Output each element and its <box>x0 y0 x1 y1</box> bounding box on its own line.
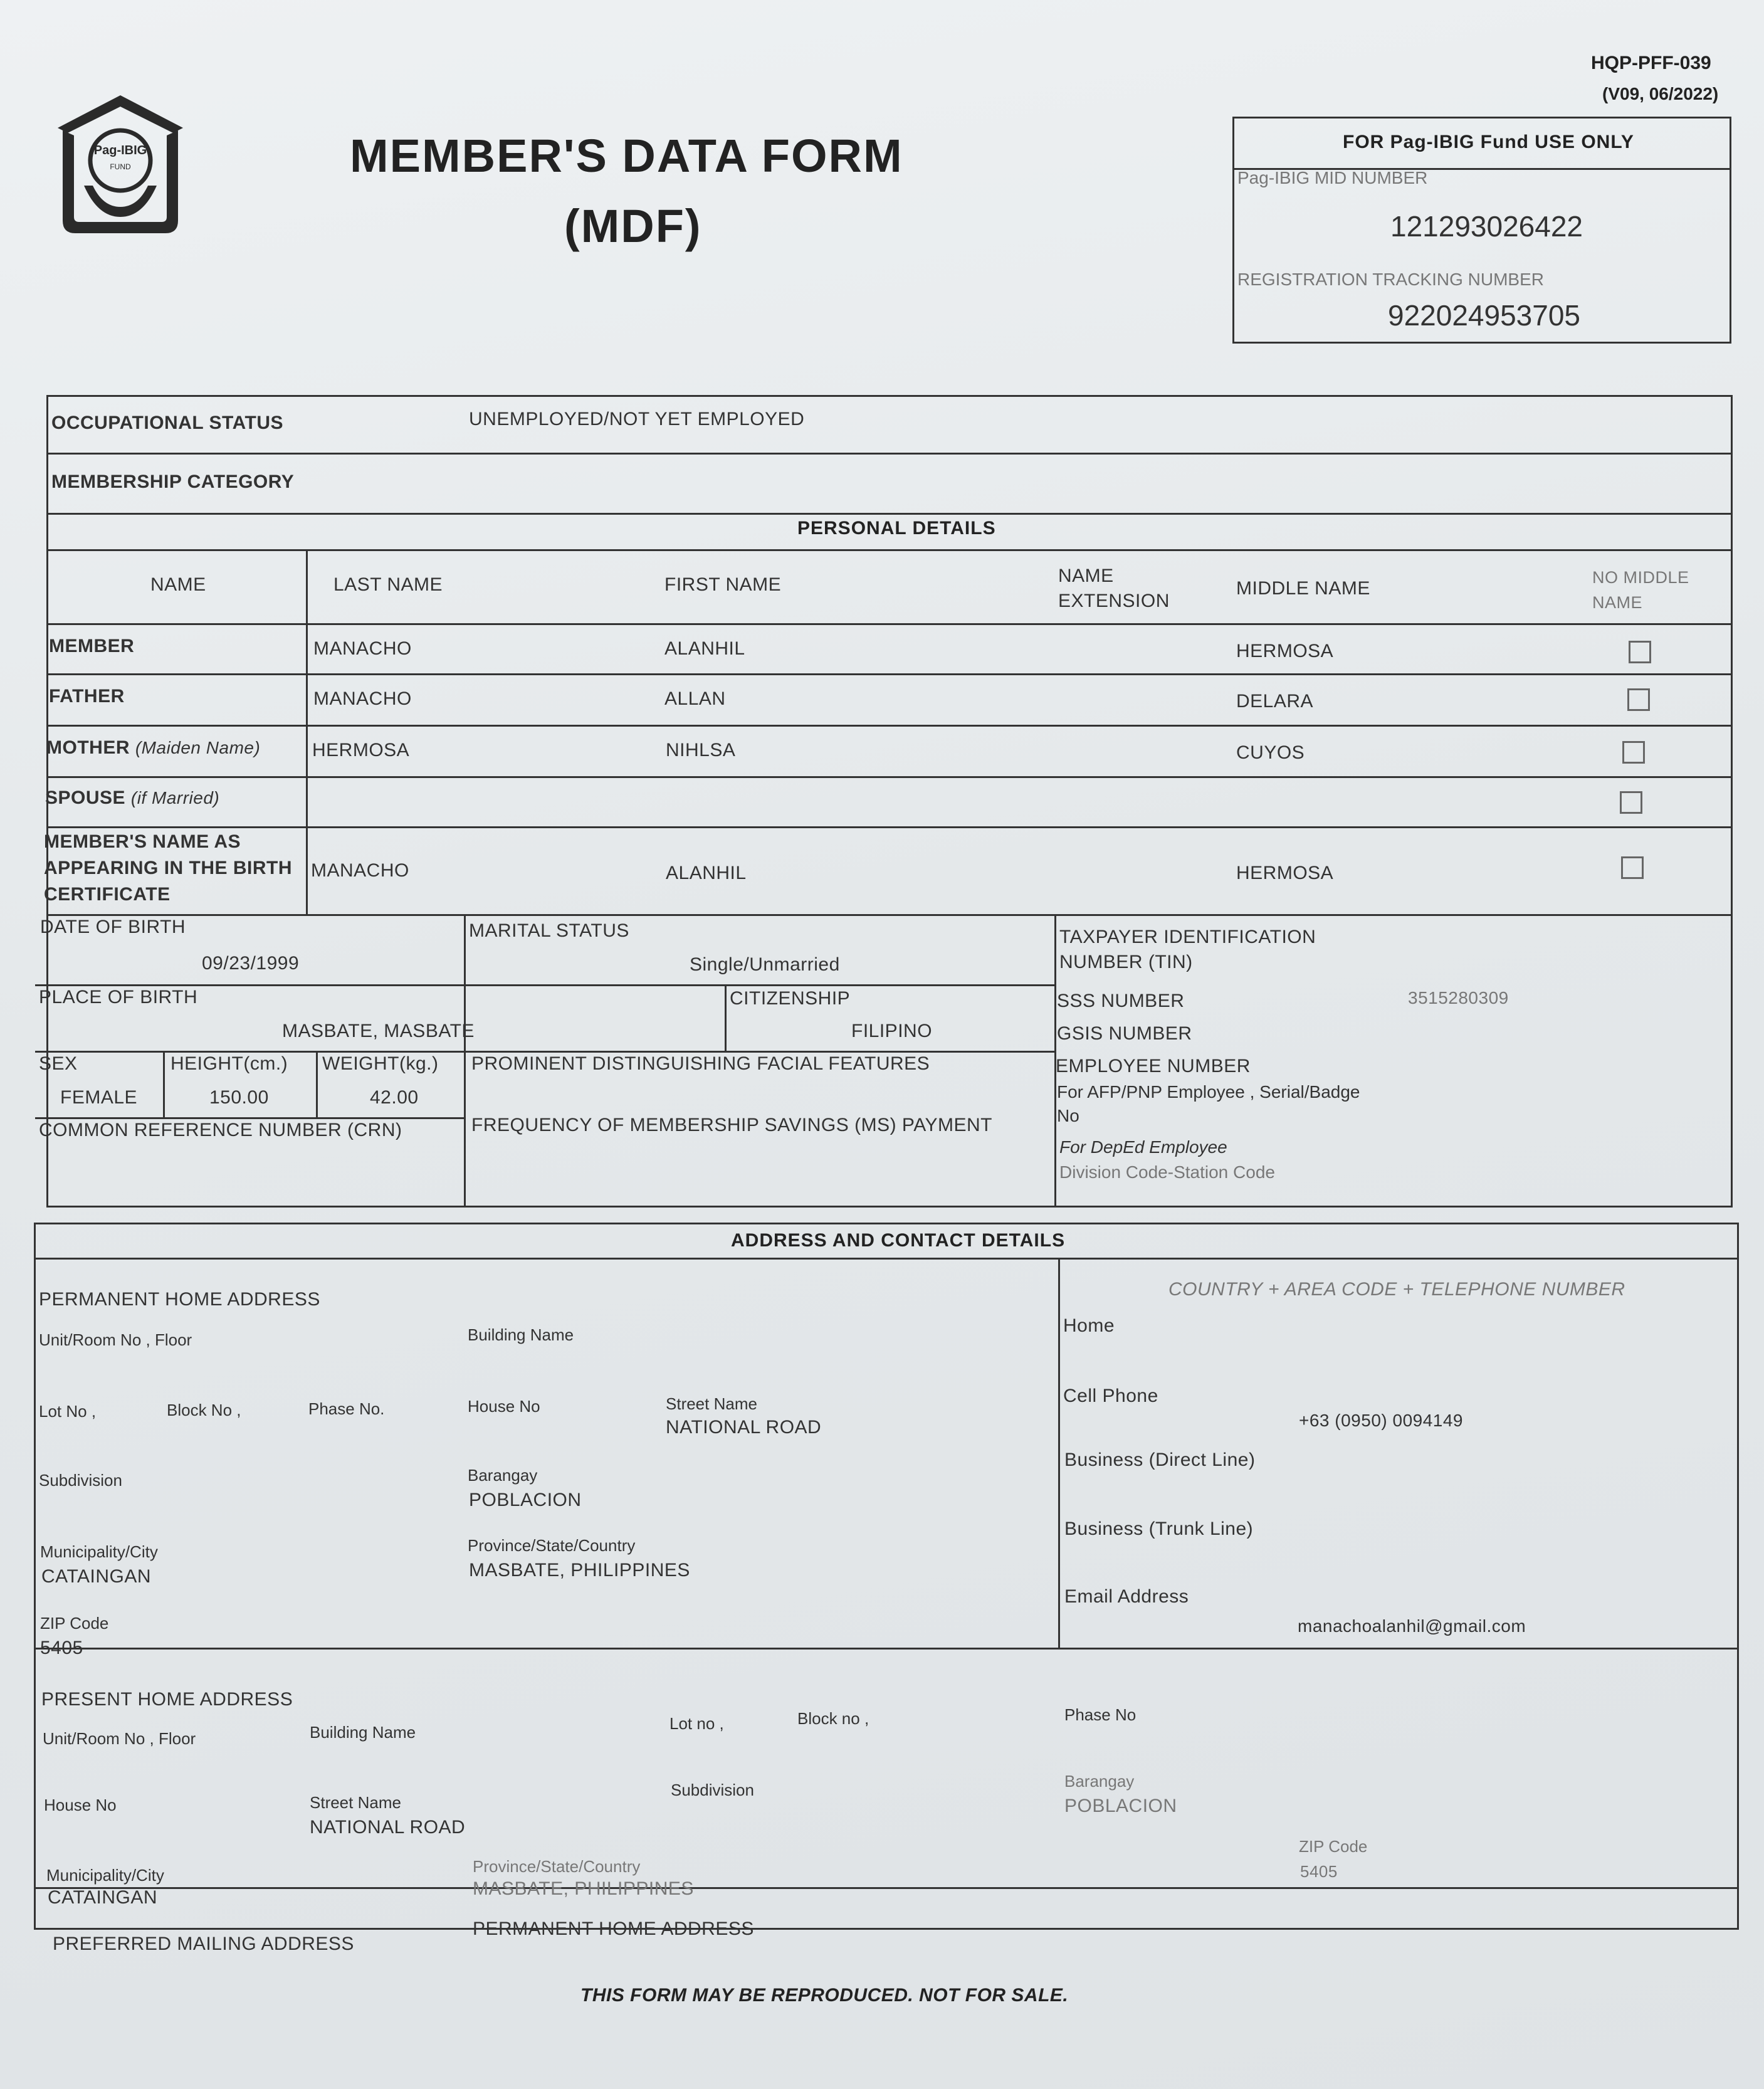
registration-tracking-value[interactable]: 922024953705 <box>1388 299 1580 332</box>
perm-province-label: Province/State/Country <box>468 1536 636 1555</box>
father-first-name[interactable]: ALLAN <box>664 688 726 709</box>
row-label-member: MEMBER <box>49 636 135 656</box>
sss-label: SSS NUMBER <box>1057 991 1185 1011</box>
col-no-middle-2: NAME <box>1592 593 1643 612</box>
form-title-abbr: (MDF) <box>564 200 702 252</box>
pres-zip-label: ZIP Code <box>1299 1837 1368 1856</box>
marital-status-value[interactable]: Single/Unmarried <box>690 954 840 975</box>
pres-lot-label: Lot no , <box>669 1714 724 1733</box>
perm-barangay-value[interactable]: POBLACION <box>469 1490 582 1510</box>
pres-municipality-value[interactable]: CATAINGAN <box>48 1887 158 1908</box>
office-use-heading: FOR Pag-IBIG Fund USE ONLY <box>1343 132 1634 152</box>
address-heading: ADDRESS AND CONTACT DETAILS <box>731 1230 1066 1251</box>
perm-municipality-label: Municipality/City <box>40 1542 158 1561</box>
mid-number-label: Pag-IBIG MID NUMBER <box>1237 168 1428 187</box>
pres-phase-label: Phase No <box>1064 1705 1137 1724</box>
col-middle-name: MIDDLE NAME <box>1236 578 1370 599</box>
deped-label-2: Division Code-Station Code <box>1059 1162 1275 1182</box>
membership-category-label: MEMBERSHIP CATEGORY <box>51 471 295 492</box>
afp-pnp-label-1: For AFP/PNP Employee , Serial/Badge <box>1057 1082 1360 1102</box>
mailing-address-value[interactable]: PERMANENT HOME ADDRESS <box>473 1918 754 1939</box>
father-middle-name[interactable]: DELARA <box>1236 691 1314 712</box>
sex-label: SEX <box>39 1053 78 1074</box>
email-value[interactable]: manachoalanhil@gmail.com <box>1298 1616 1526 1636</box>
spouse-no-middle-checkbox[interactable] <box>1620 791 1642 814</box>
perm-building-label: Building Name <box>468 1325 574 1344</box>
cell-phone-value[interactable]: +63 (0950) 0094149 <box>1299 1411 1463 1430</box>
height-label: HEIGHT(cm.) <box>171 1053 288 1074</box>
member-last-name[interactable]: MANACHO <box>313 638 412 659</box>
address-section <box>34 1223 1739 1930</box>
dob-label: DATE OF BIRTH <box>40 917 186 937</box>
row-label-father: FATHER <box>49 686 125 707</box>
birth-cert-middle-name[interactable]: HERMOSA <box>1236 863 1334 883</box>
home-phone-label: Home <box>1063 1315 1115 1336</box>
afp-pnp-label-2: No <box>1057 1106 1079 1125</box>
mother-middle-name[interactable]: CUYOS <box>1236 742 1305 763</box>
perm-barangay-label: Barangay <box>468 1466 538 1485</box>
col-no-middle-1: NO MIDDLE <box>1592 568 1689 587</box>
mother-last-name[interactable]: HERMOSA <box>312 740 410 760</box>
logo-subtext: FUND <box>110 162 131 171</box>
citizenship-label: CITIZENSHIP <box>730 988 851 1009</box>
pres-barangay-value[interactable]: POBLACION <box>1064 1796 1177 1816</box>
row-label-birth-cert-3: CERTIFICATE <box>44 884 171 905</box>
row-label-mother: MOTHER (Maiden Name) <box>46 737 261 758</box>
pres-building-label: Building Name <box>310 1723 416 1742</box>
pres-subdivision-label: Subdivision <box>671 1781 754 1799</box>
reproduction-notice: THIS FORM MAY BE REPRODUCED. NOT FOR SALE. <box>580 1985 1069 2006</box>
gsis-label: GSIS NUMBER <box>1057 1023 1192 1044</box>
member-middle-name[interactable]: HERMOSA <box>1236 641 1334 661</box>
place-of-birth-value[interactable]: MASBATE, MASBATE <box>282 1021 475 1041</box>
height-value[interactable]: 150.00 <box>209 1087 269 1108</box>
occupational-status-value[interactable]: UNEMPLOYED/NOT YET EMPLOYED <box>469 409 805 429</box>
citizenship-value[interactable]: FILIPINO <box>851 1021 933 1041</box>
perm-block-label: Block No , <box>167 1401 241 1419</box>
registration-tracking-label: REGISTRATION TRACKING NUMBER <box>1237 270 1545 289</box>
dob-value[interactable]: 09/23/1999 <box>202 953 300 974</box>
pag-ibig-house-icon <box>54 92 187 237</box>
place-of-birth-label: PLACE OF BIRTH <box>39 987 198 1008</box>
ms-frequency-label: FREQUENCY OF MEMBERSHIP SAVINGS (MS) PAYMENT <box>471 1115 992 1135</box>
tin-label-2: NUMBER (TIN) <box>1059 952 1193 972</box>
pres-barangay-label: Barangay <box>1064 1772 1135 1791</box>
father-last-name[interactable]: MANACHO <box>313 688 412 709</box>
facial-features-label: PROMINENT DISTINGUISHING FACIAL FEATURES <box>471 1053 930 1074</box>
weight-value[interactable]: 42.00 <box>370 1087 419 1108</box>
mother-first-name[interactable]: NIHLSA <box>666 740 736 760</box>
birth-cert-first-name[interactable]: ALANHIL <box>666 863 747 883</box>
perm-unit-label: Unit/Room No , Floor <box>39 1330 192 1349</box>
pres-province-label: Province/State/Country <box>473 1857 641 1876</box>
form-version: (V09, 06/2022) <box>1602 84 1719 103</box>
pres-zip-value[interactable]: 5405 <box>1300 1862 1338 1881</box>
marital-status-label: MARITAL STATUS <box>469 920 629 941</box>
row-label-birth-cert-2: APPEARING IN THE BIRTH <box>44 858 293 878</box>
crn-label: COMMON REFERENCE NUMBER (CRN) <box>39 1120 402 1140</box>
business-direct-label: Business (Direct Line) <box>1064 1450 1256 1470</box>
pres-province-value[interactable]: MASBATE, PHILIPPINES <box>473 1878 694 1899</box>
perm-street-label: Street Name <box>666 1394 757 1413</box>
employee-number-label: EMPLOYEE NUMBER <box>1056 1056 1251 1076</box>
perm-house-label: House No <box>468 1397 540 1416</box>
member-no-middle-checkbox[interactable] <box>1629 641 1651 663</box>
member-first-name[interactable]: ALANHIL <box>664 638 745 659</box>
pres-block-label: Block no , <box>797 1709 869 1728</box>
birth-cert-last-name[interactable]: MANACHO <box>311 860 409 881</box>
logo-text: Pag-IBIG <box>93 144 147 157</box>
present-address-heading: PRESENT HOME ADDRESS <box>41 1689 293 1710</box>
row-label-birth-cert-1: MEMBER'S NAME AS <box>44 831 241 852</box>
email-label: Email Address <box>1064 1586 1189 1607</box>
perm-subdivision-label: Subdivision <box>39 1471 122 1490</box>
personal-section <box>46 395 1733 1208</box>
weight-label: WEIGHT(kg.) <box>322 1053 439 1074</box>
contact-heading: COUNTRY + AREA CODE + TELEPHONE NUMBER <box>1168 1279 1625 1300</box>
pres-unit-label: Unit/Room No , Floor <box>43 1729 196 1748</box>
col-name: NAME <box>150 574 206 595</box>
mother-no-middle-checkbox[interactable] <box>1622 741 1645 764</box>
mailing-address-label: PREFERRED MAILING ADDRESS <box>53 1934 354 1954</box>
col-name-extension-2: EXTENSION <box>1058 591 1170 611</box>
col-last-name: LAST NAME <box>333 574 443 595</box>
form-code: HQP-PFF-039 <box>1591 53 1711 73</box>
perm-municipality-value[interactable]: CATAINGAN <box>41 1566 152 1587</box>
col-first-name: FIRST NAME <box>664 574 782 595</box>
form-title: MEMBER'S DATA FORM <box>350 130 903 182</box>
occupational-status-label: OCCUPATIONAL STATUS <box>51 413 284 433</box>
perm-street-value[interactable]: NATIONAL ROAD <box>666 1417 822 1438</box>
father-no-middle-checkbox[interactable] <box>1627 688 1650 711</box>
perm-province-value[interactable]: MASBATE, PHILIPPINES <box>469 1560 690 1581</box>
permanent-address-heading: PERMANENT HOME ADDRESS <box>39 1289 320 1310</box>
perm-lot-label: Lot No , <box>39 1402 97 1421</box>
row-label-spouse: SPOUSE (if Married) <box>45 787 220 808</box>
perm-zip-value[interactable]: 5405 <box>40 1638 83 1658</box>
cell-phone-label: Cell Phone <box>1063 1386 1158 1406</box>
deped-label-1: For DepEd Employee <box>1059 1137 1227 1157</box>
pag-ibig-logo <box>54 92 187 237</box>
personal-details-heading: PERSONAL DETAILS <box>797 518 996 539</box>
mid-number-value[interactable]: 121293026422 <box>1390 210 1583 243</box>
sex-value[interactable]: FEMALE <box>60 1087 138 1108</box>
sss-value[interactable]: 3515280309 <box>1408 988 1509 1008</box>
business-trunk-label: Business (Trunk Line) <box>1064 1518 1254 1539</box>
pres-street-label: Street Name <box>310 1793 401 1812</box>
tin-label-1: TAXPAYER IDENTIFICATION <box>1059 927 1316 947</box>
pres-municipality-label: Municipality/City <box>46 1866 164 1885</box>
col-name-extension-1: NAME <box>1058 566 1114 586</box>
birth-cert-no-middle-checkbox[interactable] <box>1621 856 1644 879</box>
pres-street-value[interactable]: NATIONAL ROAD <box>310 1817 466 1838</box>
perm-zip-label: ZIP Code <box>40 1614 109 1633</box>
pres-house-label: House No <box>44 1796 117 1814</box>
perm-phase-label: Phase No. <box>308 1399 385 1418</box>
